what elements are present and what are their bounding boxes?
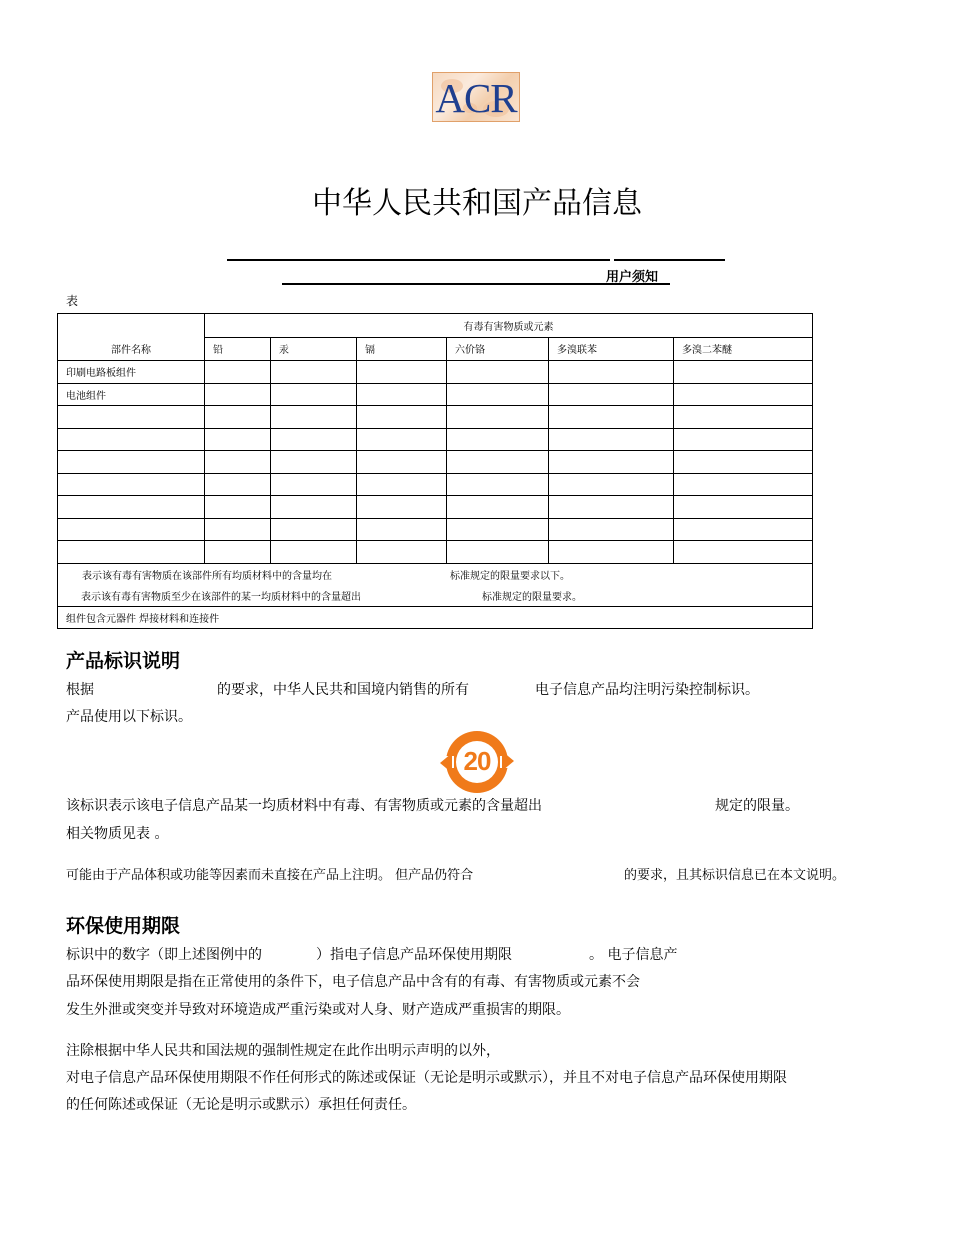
logo-text: ACR bbox=[435, 75, 517, 121]
page-title: 中华人民共和国产品信息 bbox=[312, 186, 642, 221]
part-name-header: 部件名称 bbox=[58, 314, 205, 361]
substance-mercury: 汞 bbox=[271, 337, 357, 361]
table-row bbox=[58, 518, 813, 541]
hazardous-substance-table bbox=[57, 313, 813, 629]
efup-p2a: 注除根据中华人民共和国法规的强制性规定在此作出明示声明的以外， bbox=[66, 1043, 500, 1059]
substance-pbde: 多溴二苯醚 bbox=[674, 337, 813, 361]
eco-logo-number: 20 bbox=[463, 746, 491, 776]
marking-p1a: 根据 bbox=[66, 682, 94, 698]
table-row bbox=[58, 428, 813, 451]
table-label: 表 bbox=[66, 294, 79, 308]
efup-p1a: 标识中的数字（即上述图例中的 bbox=[66, 947, 262, 963]
note-2a: 表示该有毒有害物质至少在该部件的某一均质材料中的含量超出 bbox=[81, 591, 361, 603]
substance-group-header: 有毒有害物质或元素 bbox=[205, 314, 813, 338]
table-row bbox=[58, 541, 813, 564]
efup-p1e: 发生外泄或突变并导致对环境造成严重污染或对人身、财产造成严重损害的期限。 bbox=[66, 1002, 570, 1018]
efup-p1b: ）指电子信息产品环保使用期限 bbox=[316, 947, 512, 963]
section-heading-efup: 环保使用期限 bbox=[66, 915, 181, 937]
marking-p1b: 的要求，中华人民共和国境内销售的所有 bbox=[217, 682, 469, 698]
part-name: 电池组件 bbox=[58, 383, 205, 406]
marking-p1c: 电子信息产品均注明污染控制标识。 bbox=[535, 682, 759, 698]
efup-p2c: 的任何陈述或保证（无论是明示或默示）承担任何责任。 bbox=[66, 1097, 416, 1113]
table-row bbox=[58, 496, 813, 519]
note-1a: 表示该有毒有害物质在该部件所有均质材料中的含量均在 bbox=[82, 570, 332, 582]
underline-1a bbox=[227, 259, 610, 261]
marking-p3b: 的要求，且其标识信息已在本文说明。 bbox=[624, 868, 846, 883]
marking-p1d: 产品使用以下标识。 bbox=[66, 709, 192, 725]
table-notes bbox=[58, 563, 813, 606]
table-row bbox=[58, 451, 813, 474]
table-row bbox=[58, 406, 813, 429]
marking-p2c: 相关物质见表 。 bbox=[66, 826, 169, 842]
efup-p1d: 品环保使用期限是指在正常使用的条件下，电子信息产品中含有的有毒、有害物质或元素不会 bbox=[66, 974, 640, 990]
marking-p3a: 可能由于产品体积或功能等因素而未直接在产品上注明。 但产品仍符合 bbox=[66, 868, 474, 883]
underline-1b bbox=[614, 259, 725, 261]
acr-logo bbox=[432, 72, 520, 122]
part-name: 印刷电路板组件 bbox=[58, 361, 205, 384]
marking-p2a: 该标识表示该电子信息产品某一均质材料中有毒、有害物质或元素的含量超出 bbox=[66, 798, 542, 814]
substance-chromium: 六价铬 bbox=[447, 337, 549, 361]
efup-p2b: 对电子信息产品环保使用期限不作任何形式的陈述或保证（无论是明示或默示），并且不对电子信息产品环保使用期限 bbox=[66, 1070, 787, 1086]
note-3: 组件包含元器件 焊接材料和连接件 bbox=[58, 606, 813, 629]
section-heading-marking: 产品标识说明 bbox=[66, 650, 181, 672]
table-row bbox=[58, 473, 813, 496]
table-row bbox=[58, 383, 813, 406]
note-1b: 标准规定的限量要求以下。 bbox=[450, 570, 570, 582]
eco-period-logo bbox=[440, 727, 514, 797]
substance-cadmium: 镉 bbox=[357, 337, 447, 361]
substance-pbb: 多溴联苯 bbox=[549, 337, 674, 361]
substance-lead: 铅 bbox=[205, 337, 271, 361]
marking-p2b: 规定的限量。 bbox=[715, 798, 799, 814]
efup-p1c: 。 电子信息产 bbox=[589, 947, 678, 963]
note-2b: 标准规定的限量要求。 bbox=[482, 591, 582, 603]
table-row bbox=[58, 361, 813, 384]
user-notice-label: 用户须知 bbox=[606, 270, 659, 285]
